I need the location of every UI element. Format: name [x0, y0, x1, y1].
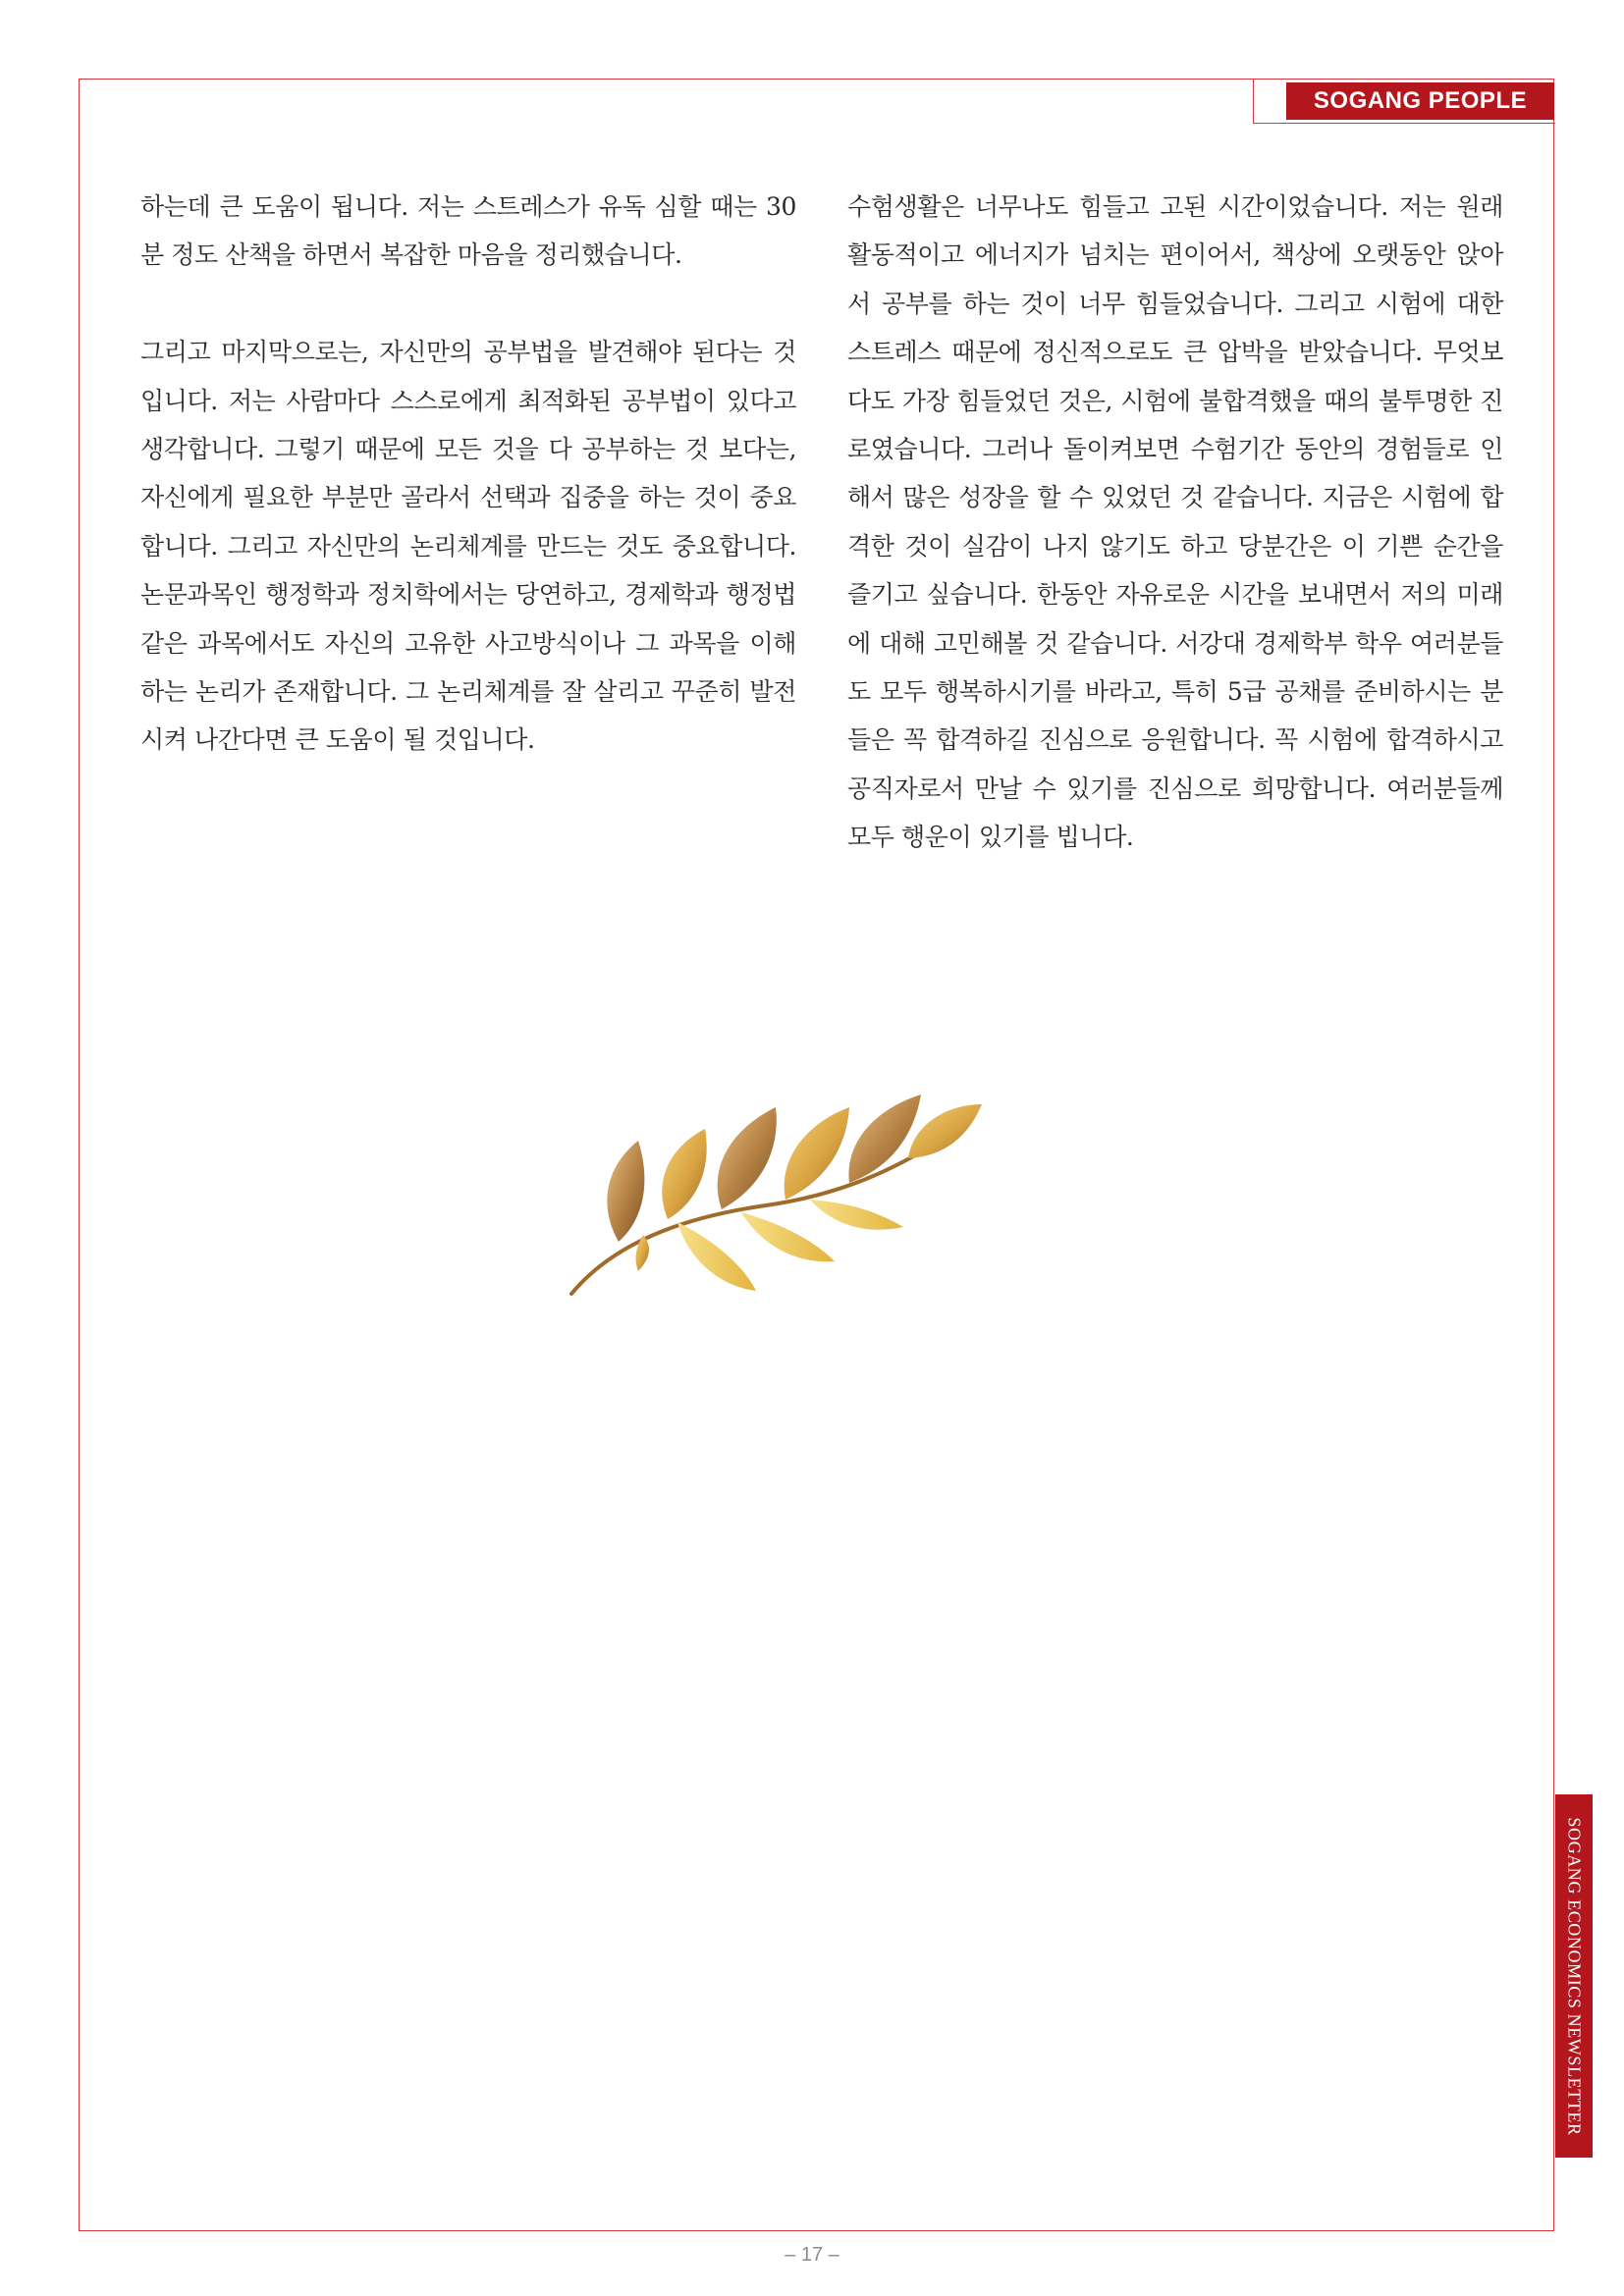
- page-number: – 17 –: [785, 2244, 839, 2266]
- right-column: [847, 183, 1503, 862]
- golden-leaf-branch-icon: [560, 1090, 982, 1301]
- section-label: SOGANG PEOPLE: [1286, 82, 1554, 120]
- paragraph: 그리고 마지막으로는, 자신만의 공부법을 발견해야 된다는 것입니다. 저는 사람마다 스스로에게 최적화된 공부법이 있다고 생각합니다. 그렇기 때문에 모든 것을 다 공부하는 것 보다는, 자신에게 필요한 부분만 골라서 선택과 집중을 하는 것이 중요합니다. 그리고 자신만의 논리체계를 만드는 것도 중요합니다. 논문과목인 행정학과 정치학에서는 당연하고, 경제학과 행정법 같은 과목에서도 자신의 고유한 사고방식이나 그 과목을 이해하는 논리가 존재합니다. 그 논리체계를 잘 살리고 꾸준히 발전시켜 나간다면 큰 도움이 될 것입니다.: [140, 338, 796, 755]
- leaves: [607, 1095, 982, 1291]
- side-tab: [1555, 1794, 1593, 2158]
- paragraph: 하는데 큰 도움이 됩니다. 저는 스트레스가 유독 심할 때는 30분 정도 산책을 하면서 복잡한 마음을 정리했습니다.: [140, 192, 796, 270]
- left-column: [140, 183, 796, 765]
- side-tab-label: SOGANG ECONOMICS NEWSLETTER: [1564, 1816, 1585, 2136]
- paragraph: 수험생활은 너무나도 힘들고 고된 시간이었습니다. 저는 원래 활동적이고 에너지가 넘치는 편이어서, 책상에 오랫동안 앉아서 공부를 하는 것이 너무 힘들었습니다. 그리고 시험에 대한 스트레스 때문에 정신적으로도 큰 압박을 받았습니다. 무엇보다도 가장 힘들었던 것은, 시험에 불합격했을 때의 불투명한 진로였습니다. 그러나 돌이켜보면 수험기간 동안의 경험들로 인해서 많은 성장을 할 수 있었던 것 같습니다. 지금은 시험에 합격한 것이 실감이 나지 않기도 하고 당분간은 이 기쁜 순간을 즐기고 싶습니다. 한동안 자유로운 시간을 보내면서 저의 미래에 대해 고민해볼 것 같습니다. 서강대 경제학부 학우 여러분들도 모두 행복하시기를 바라고, 특히 5급 공채를 준비하시는 분들은 꼭 합격하길 진심으로 응원합니다. 꼭 시험에 합격하시고 공직자로서 만날 수 있기를 진심으로 희망합니다. 여러분들께 모두 행운이 있기를 빕니다.: [847, 192, 1503, 852]
